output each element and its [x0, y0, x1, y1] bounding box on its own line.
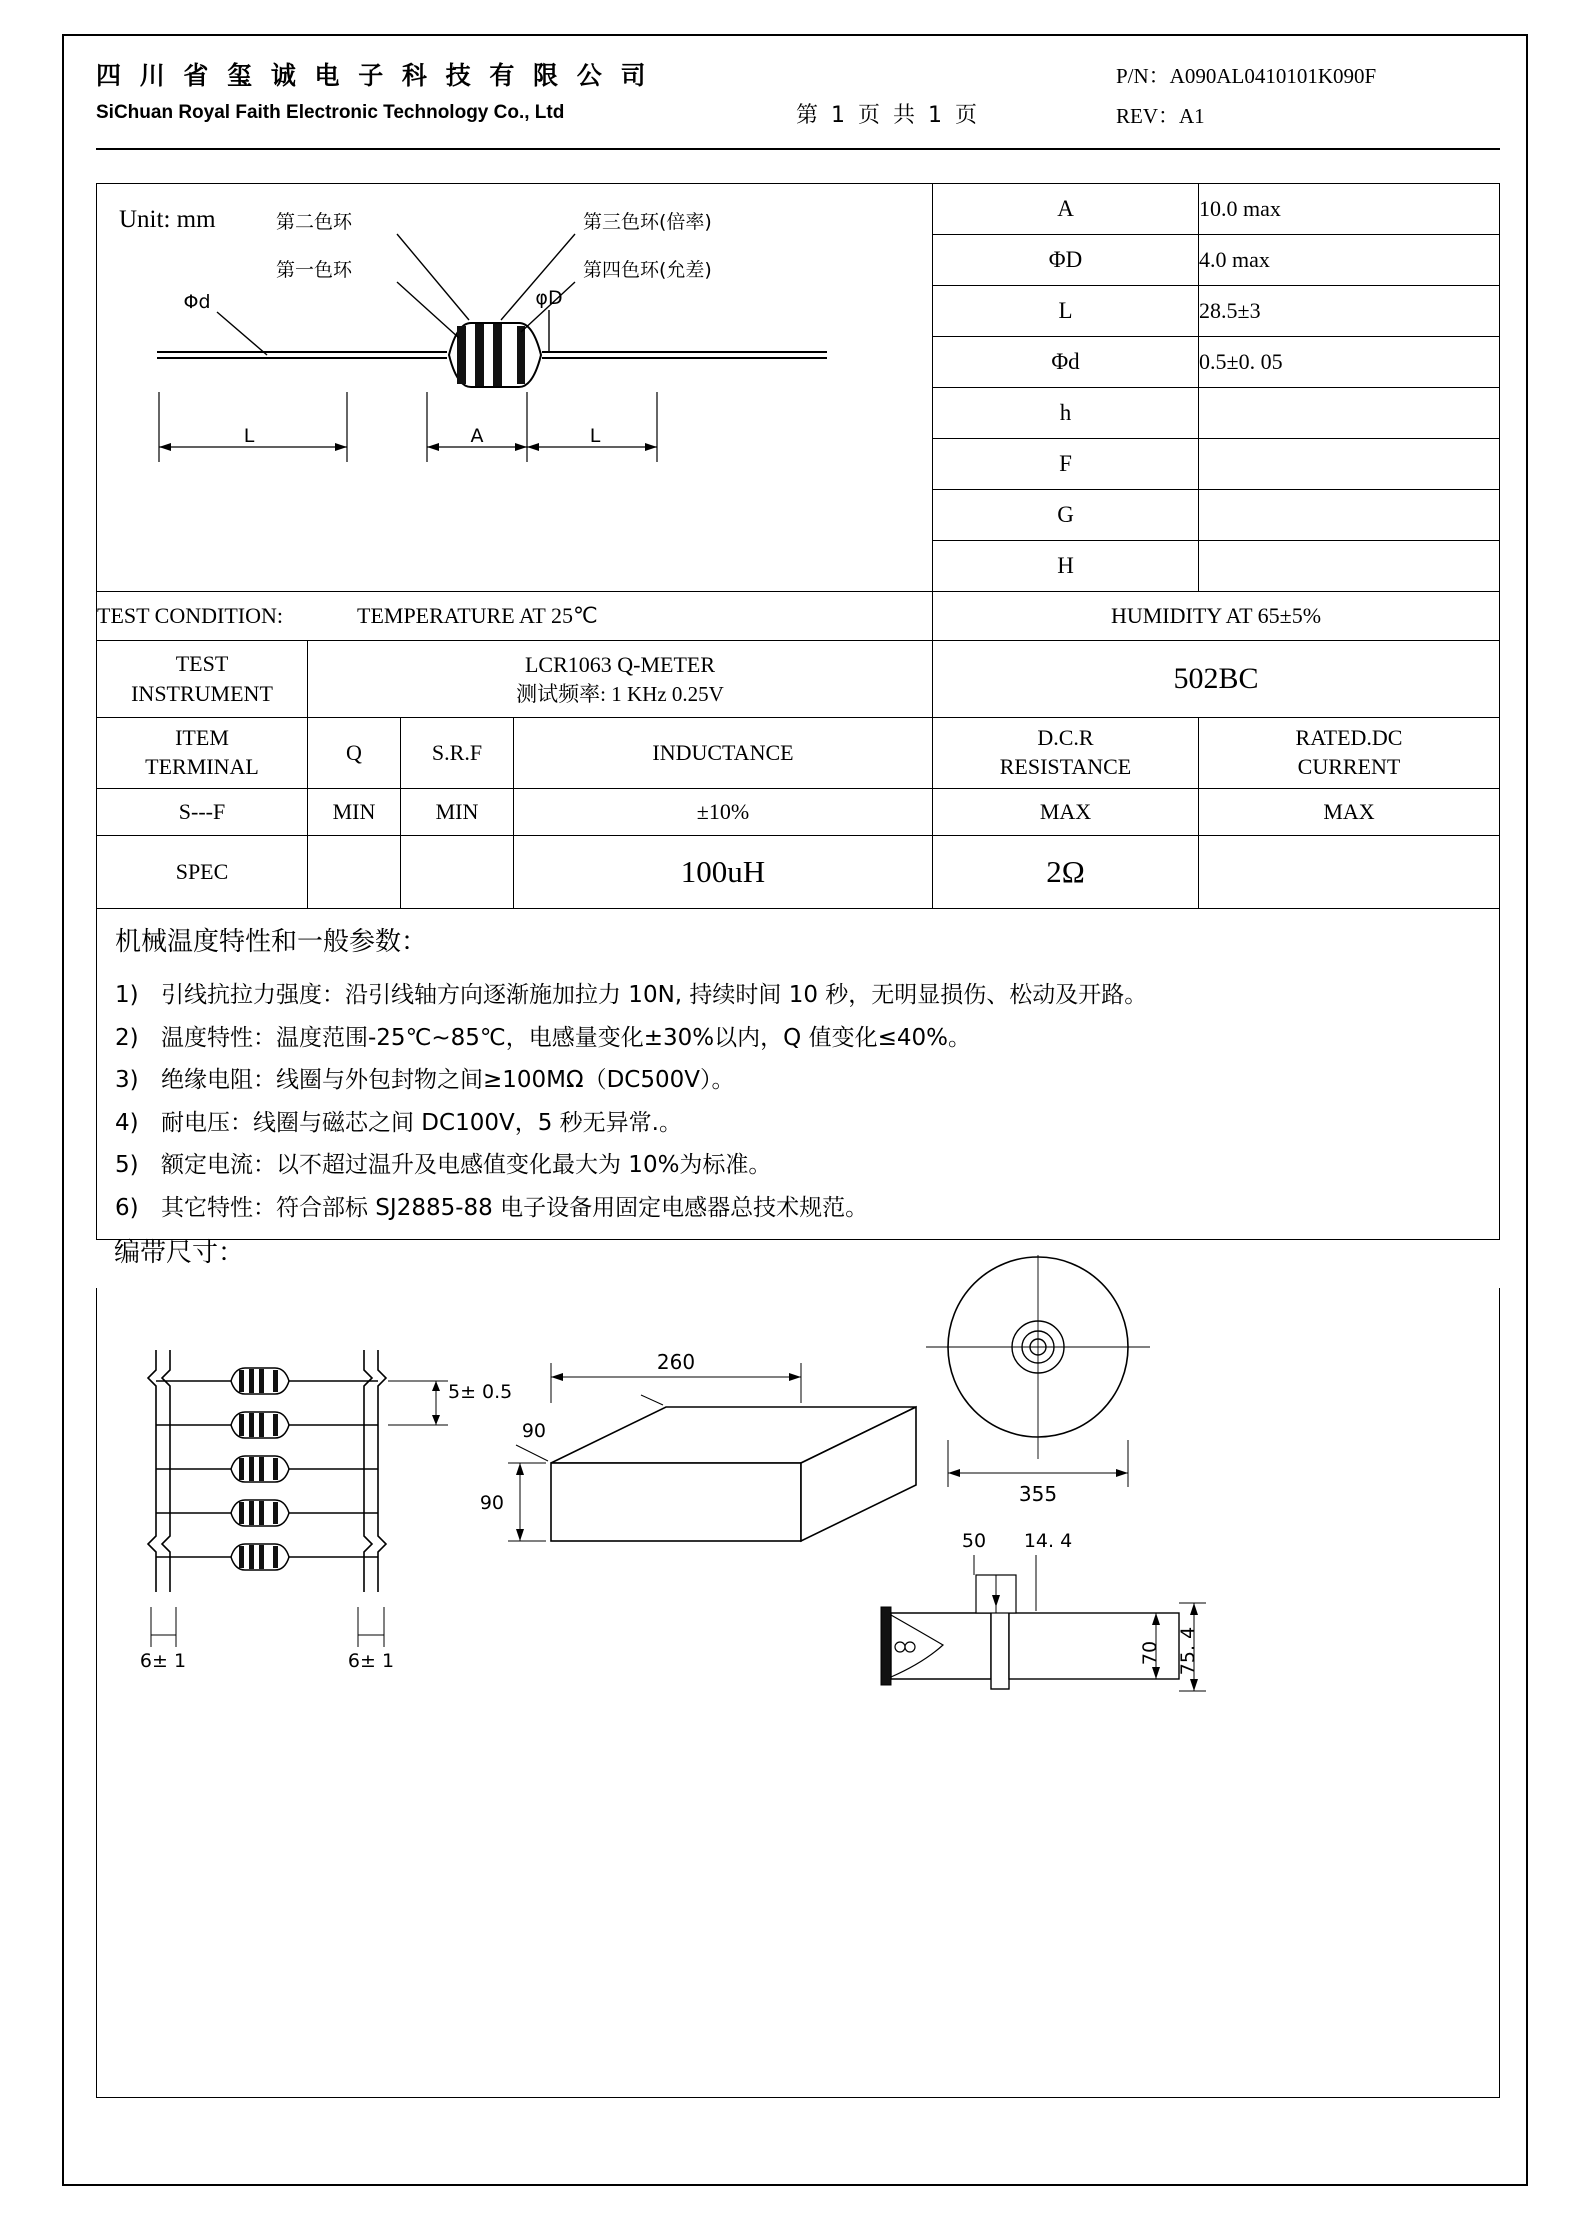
dim-name-3: Φd: [933, 337, 1199, 388]
note-text: 额定电流：以不超过温升及电感值变化最大为 10%为标准。: [161, 1152, 772, 1178]
notes-section: [96, 903, 1500, 1240]
svg-text:φD: φD: [535, 286, 563, 309]
col-rated-line2: CURRENT: [1297, 754, 1401, 779]
dim-value-3: 0.5±0. 05: [1199, 337, 1500, 388]
note-item: [97, 1017, 1499, 1060]
svg-text:Φd: Φd: [183, 290, 211, 313]
part-number: P/N：A090AL0410101K090F: [1116, 64, 1377, 88]
reel-drawing: [926, 1255, 1150, 1506]
svg-text:6± 1: 6± 1: [347, 1650, 395, 1672]
note-number: 1): [115, 982, 139, 1008]
carton-box-drawing: [480, 1350, 916, 1541]
instrument-code: 502BC: [933, 641, 1500, 718]
note-item: [97, 1144, 1499, 1187]
dim-value-4: [1199, 388, 1500, 439]
spec-q: [308, 836, 401, 909]
dim-name-7: H: [933, 541, 1199, 592]
svg-text:第二色环: 第二色环: [275, 210, 352, 233]
svg-text:90: 90: [479, 1492, 504, 1514]
note-number: 5): [115, 1152, 139, 1178]
svg-text:14. 4: 14. 4: [1023, 1530, 1073, 1552]
spec-srf: [401, 836, 514, 909]
note-number: 4): [115, 1109, 139, 1136]
spec-rated: [1199, 836, 1500, 909]
reel-side-view-drawing: [881, 1530, 1206, 1691]
instrument-label: [97, 641, 308, 718]
company-name-cn: 四 川 省 玺 诚 电 子 科 技 有 限 公 司: [96, 61, 651, 90]
row-sf-label: S---F: [97, 789, 308, 836]
note-text: 绝缘电阻：线圈与外包封物之间≥100MΩ（DC500V）。: [161, 1067, 735, 1093]
dim-value-2: 28.5±3: [1199, 286, 1500, 337]
packaging-drawings: [96, 1255, 1500, 1815]
note-text: 引线抗拉力强度：沿引线轴方向逐渐施加拉力 10N, 持续时间 10 秒，无明显损伤、松动及开路。: [161, 982, 1148, 1008]
note-number: 6): [115, 1194, 139, 1221]
note-text: 温度特性：温度范围-25℃~85℃，电感量变化±30%以内，Q 值变化≤40%。: [161, 1024, 971, 1051]
dim-value-7: [1199, 541, 1500, 592]
svg-text:L: L: [243, 424, 255, 447]
terminal-label: TERMINAL: [145, 754, 259, 779]
note-item: [97, 1059, 1499, 1102]
row-sf-tolerance: ±10%: [514, 789, 933, 836]
taped-strip-drawing: [140, 1350, 512, 1672]
svg-text:5± 0.5: 5± 0.5: [448, 1381, 513, 1403]
row-sf-srf: MIN: [401, 789, 514, 836]
unit-label: Unit: mm: [119, 205, 216, 233]
note-number: 3): [115, 1067, 139, 1093]
notes-title: 机械温度特性和一般参数：: [115, 927, 428, 957]
belt-title: 编带尺寸：: [114, 1238, 245, 1268]
dim-name-0: A: [933, 184, 1199, 235]
item-terminal-label: [97, 718, 308, 789]
dim-name-4: h: [933, 388, 1199, 439]
col-q: Q: [308, 718, 401, 789]
dim-name-2: L: [933, 286, 1199, 337]
dim-value-6: [1199, 490, 1500, 541]
header-divider: [96, 148, 1500, 150]
svg-text:260: 260: [656, 1350, 696, 1374]
svg-text:50: 50: [961, 1530, 987, 1552]
page-number-label: 第 1 页 共 1 页: [796, 103, 980, 128]
col-dcr: [933, 718, 1199, 789]
svg-text:355: 355: [1018, 1482, 1058, 1506]
svg-text:75. 4: 75. 4: [1177, 1626, 1199, 1676]
row-sf-dcr: MAX: [933, 789, 1199, 836]
drawing-cell: [97, 184, 933, 592]
axial-inductor-drawing: [97, 192, 887, 522]
company-name-en: SiChuan Royal Faith Electronic Technology Co., Ltd: [96, 102, 565, 123]
document-header: [96, 56, 1500, 146]
spec-inductance: 100uH: [514, 836, 933, 909]
svg-text:A: A: [470, 424, 484, 447]
dim-value-1: 4.0 max: [1199, 235, 1500, 286]
col-rated-line1: RATED.DC: [1295, 725, 1403, 751]
revision: REV：A1: [1116, 104, 1205, 128]
row-sf-rated: MAX: [1199, 789, 1500, 836]
dim-name-5: F: [933, 439, 1199, 490]
dim-name-6: G: [933, 490, 1199, 541]
note-item: [97, 974, 1499, 1017]
col-dcr-line2: RESISTANCE: [999, 754, 1132, 779]
svg-text:第四色环(允差): 第四色环(允差): [583, 258, 712, 281]
instrument-model: LCR1063 Q-METER: [524, 651, 716, 677]
test-humidity: HUMIDITY AT 65±5%: [933, 592, 1500, 641]
spec-dcr: 2Ω: [933, 836, 1199, 909]
dim-value-5: [1199, 439, 1500, 490]
note-text: 其它特性：符合部标 SJ2885-88 电子设备用固定电感器总技术规范。: [161, 1194, 869, 1221]
test-condition-cell: [97, 592, 933, 641]
instrument-label-line1: TEST: [175, 651, 229, 677]
svg-text:第一色环: 第一色环: [275, 258, 352, 281]
col-rated-current: [1199, 718, 1500, 789]
svg-text:第三色环(倍率): 第三色环(倍率): [583, 210, 712, 233]
note-item: [97, 1187, 1499, 1240]
col-inductance: INDUCTANCE: [514, 718, 933, 789]
test-temperature: TEMPERATURE AT 25℃: [357, 603, 598, 628]
col-srf: S.R.F: [401, 718, 514, 789]
packaging-drawing-svg: [96, 1255, 1500, 1815]
row-sf-q: MIN: [308, 789, 401, 836]
svg-text:90: 90: [521, 1420, 546, 1442]
svg-text:6± 1: 6± 1: [139, 1650, 187, 1672]
note-text: 耐电压：线圈与磁芯之间 DC100V，5 秒无异常.。: [161, 1109, 682, 1136]
instrument-label-line2: INSTRUMENT: [131, 681, 273, 706]
note-item: [97, 1102, 1499, 1145]
svg-text:70: 70: [1139, 1640, 1161, 1666]
note-number: 2): [115, 1024, 139, 1051]
spec-label: SPEC: [97, 836, 308, 909]
svg-text:L: L: [589, 424, 601, 447]
dim-name-1: ΦD: [933, 235, 1199, 286]
dim-value-0: 10.0 max: [1199, 184, 1500, 235]
instrument-frequency: 测试频率: 1 KHz 0.25V: [516, 681, 724, 706]
test-condition-label: TEST CONDITION:: [97, 603, 283, 628]
col-dcr-line1: D.C.R: [1037, 725, 1094, 751]
instrument-value: [308, 641, 933, 718]
spec-table: [96, 183, 1500, 909]
item-label: ITEM: [175, 725, 229, 751]
